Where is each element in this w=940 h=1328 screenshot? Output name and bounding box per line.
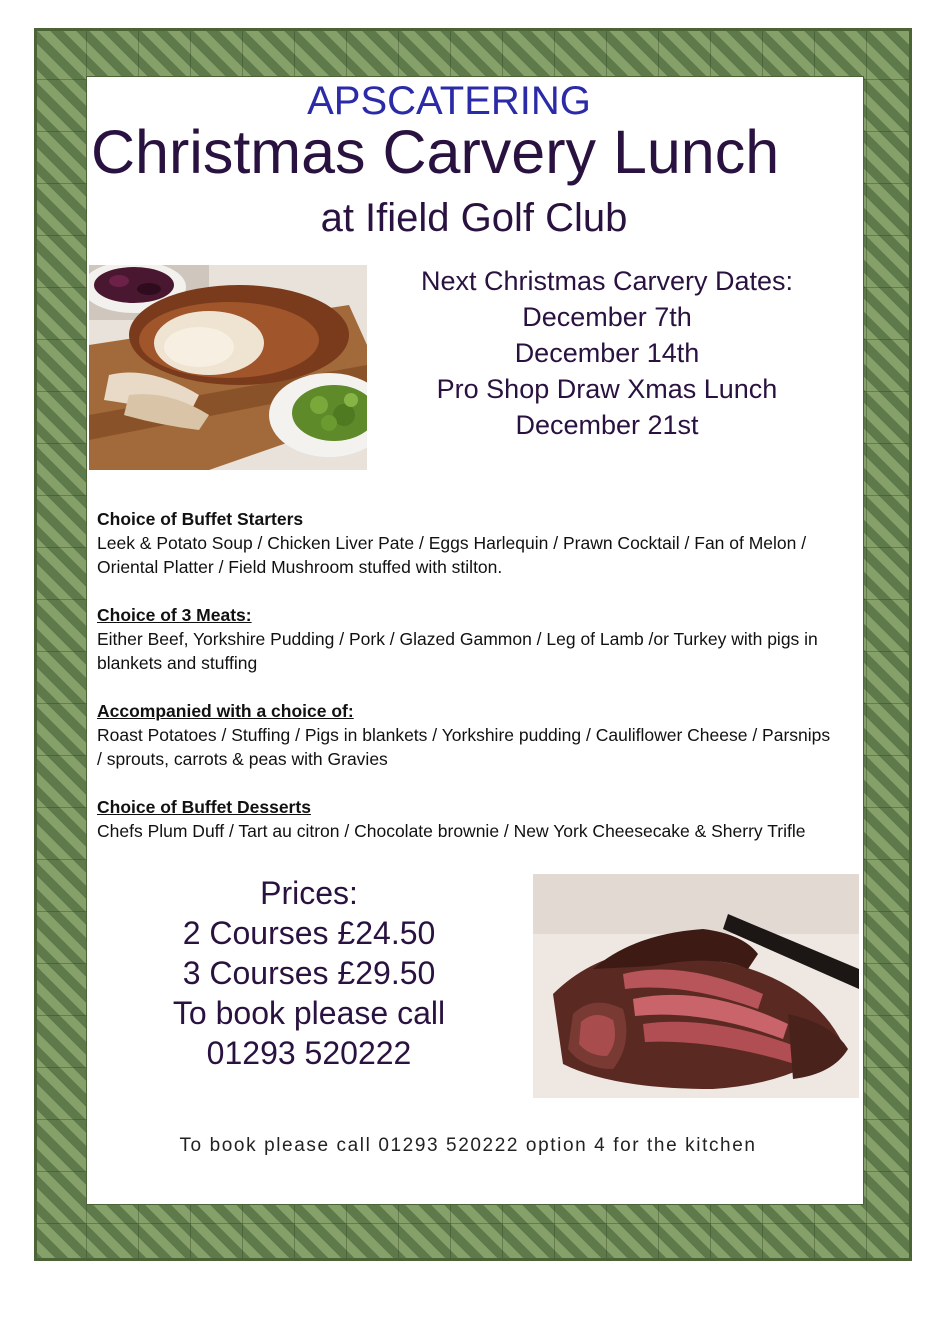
footer-text: To book please call 01293 520222 option 4 for the kitchen [179,1135,757,1156]
menu-section-accompaniments [97,699,837,771]
flyer-page [86,76,864,1205]
date-line: December 14th [514,338,700,368]
section-text: Chefs Plum Duff / Tart au citron / Chocolate brownie / New York Cheesecake & Sherry Trifle [97,821,806,841]
menu-section-starters [97,507,837,579]
section-text: Roast Potatoes / Stuffing / Pigs in blankets / Yorkshire pudding / Cauliflower Cheese / Parsnips / sprouts, carrots & peas with Gravies [97,725,831,769]
section-text: Either Beef, Yorkshire Pudding / Pork / Glazed Gammon / Leg of Lamb /or Turkey with pigs in blankets and stuffing [97,629,818,673]
dates-heading: Next Christmas Carvery Dates: [420,266,794,296]
menu-section-desserts [97,795,837,843]
flyer-title: Christmas Carvery Lunch [91,118,780,186]
section-heading: Accompanied with a choice of: [97,701,354,721]
price-two-courses: 2 Courses £24.50 [182,915,436,951]
section-heading: Choice of 3 Meats: [97,605,252,625]
section-heading: Choice of Buffet Desserts [97,797,311,817]
date-line: December 21st [515,410,699,440]
flyer-subtitle [87,195,863,241]
roast-pork-photo [89,265,367,470]
booking-phone: 01293 520222 [206,1035,412,1071]
menu-section-meats [97,603,837,675]
prices-block [149,873,469,1073]
section-text: Leek & Potato Soup / Chicken Liver Pate / Eggs Harlequin / Prawn Cocktail / Fan of Melon / Oriental Platter / Field Mushroom stuffed with stilton. [97,533,807,577]
date-line: Pro Shop Draw Xmas Lunch [436,374,778,404]
prices-heading: Prices: [260,875,358,911]
price-three-courses: 3 Courses £29.50 [182,955,436,991]
section-heading: Choice of Buffet Starters [97,509,304,529]
booking-label: To book please call [172,995,446,1031]
footer-booking [87,1134,863,1158]
brand-name: APSCATERING [307,79,591,123]
menu-details [97,507,837,867]
venue-name: at Ifield Golf Club [320,196,628,240]
roast-beef-photo [533,874,859,1098]
carvery-dates [387,263,827,443]
date-line: December 7th [522,302,692,332]
